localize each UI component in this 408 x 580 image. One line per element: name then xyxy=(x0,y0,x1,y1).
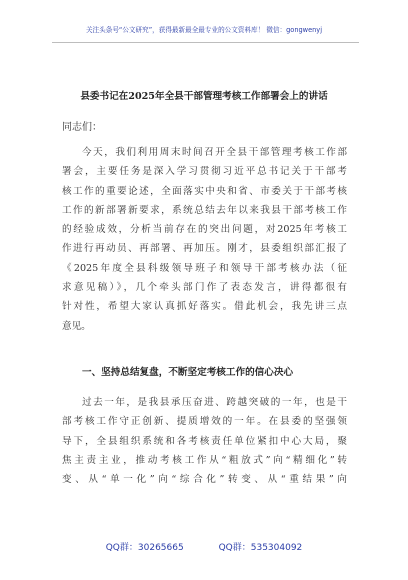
footer-qq-group-2: QQ群：535304092 xyxy=(218,543,303,553)
paragraph-line: 《2025年度全县科级领导班子和领导干部考核办法（征 xyxy=(62,262,347,274)
paragraph-line: 部考核工作守正创新、提质增效的一年。在县委的坚强领 xyxy=(62,416,347,428)
paragraph-intro xyxy=(62,143,347,336)
paragraph-line: 焦主责主业，推动考核工作从“粗放式”向“精细化”转 xyxy=(62,454,347,466)
paragraph-line: 意见。 xyxy=(62,320,91,332)
document-title: 县委书记在2025年全县干部管理考核工作部署会上的讲话 xyxy=(80,91,328,102)
paragraph-line: 求意见稿）》，几个牵头部门作了表态发言，讲得都很有 xyxy=(62,282,347,294)
header-banner: 关注头条号“公文研究”，获得最新最全最专业的公文资料库！ 微信：gongwenyj xyxy=(85,26,323,34)
paragraph-line: 的经验成效，分析当前存在的突出问题，对2025年考核工 xyxy=(62,224,347,236)
footer xyxy=(0,540,408,553)
section-heading: 一、坚持总结复盘，不断坚定考核工作的信心决心 xyxy=(82,367,294,378)
paragraph-line: 导下，全县组织系统和各考核责任单位紧扣中心大局，聚 xyxy=(62,435,347,447)
header-divider xyxy=(52,42,359,43)
footer-qq-group-1: QQ群：30265665 xyxy=(105,543,184,553)
paragraph-section1 xyxy=(62,393,347,489)
salutation: 同志们： xyxy=(62,122,102,133)
paragraph-line: 针对性，希望大家认真抓好落实。借此机会，我先讲三点 xyxy=(62,301,347,313)
paragraph-line: 变、从“单一化”向“综合化”转变、从“重结果”向 xyxy=(62,474,347,486)
paragraph-line: 作进行再动员、再部署、再加压。刚才，县委组织部汇报了 xyxy=(62,243,347,255)
paragraph-line: 今天，我们利用周末时间召开全县干部管理考核工作部 xyxy=(82,147,347,158)
paragraph-line: 署会，主要任务是深入学习贯彻习近平总书记关于干部考 xyxy=(62,166,347,178)
paragraph-line: 工作的新部署新要求，系统总结去年以来我县干部考核工作 xyxy=(62,204,347,216)
paragraph-line: 过去一年，是我县承压奋进、跨越突破的一年，也是干 xyxy=(82,397,347,408)
paragraph-line: 核工作的重要论述，全面落实中央和省、市委关于干部考核 xyxy=(62,185,347,197)
